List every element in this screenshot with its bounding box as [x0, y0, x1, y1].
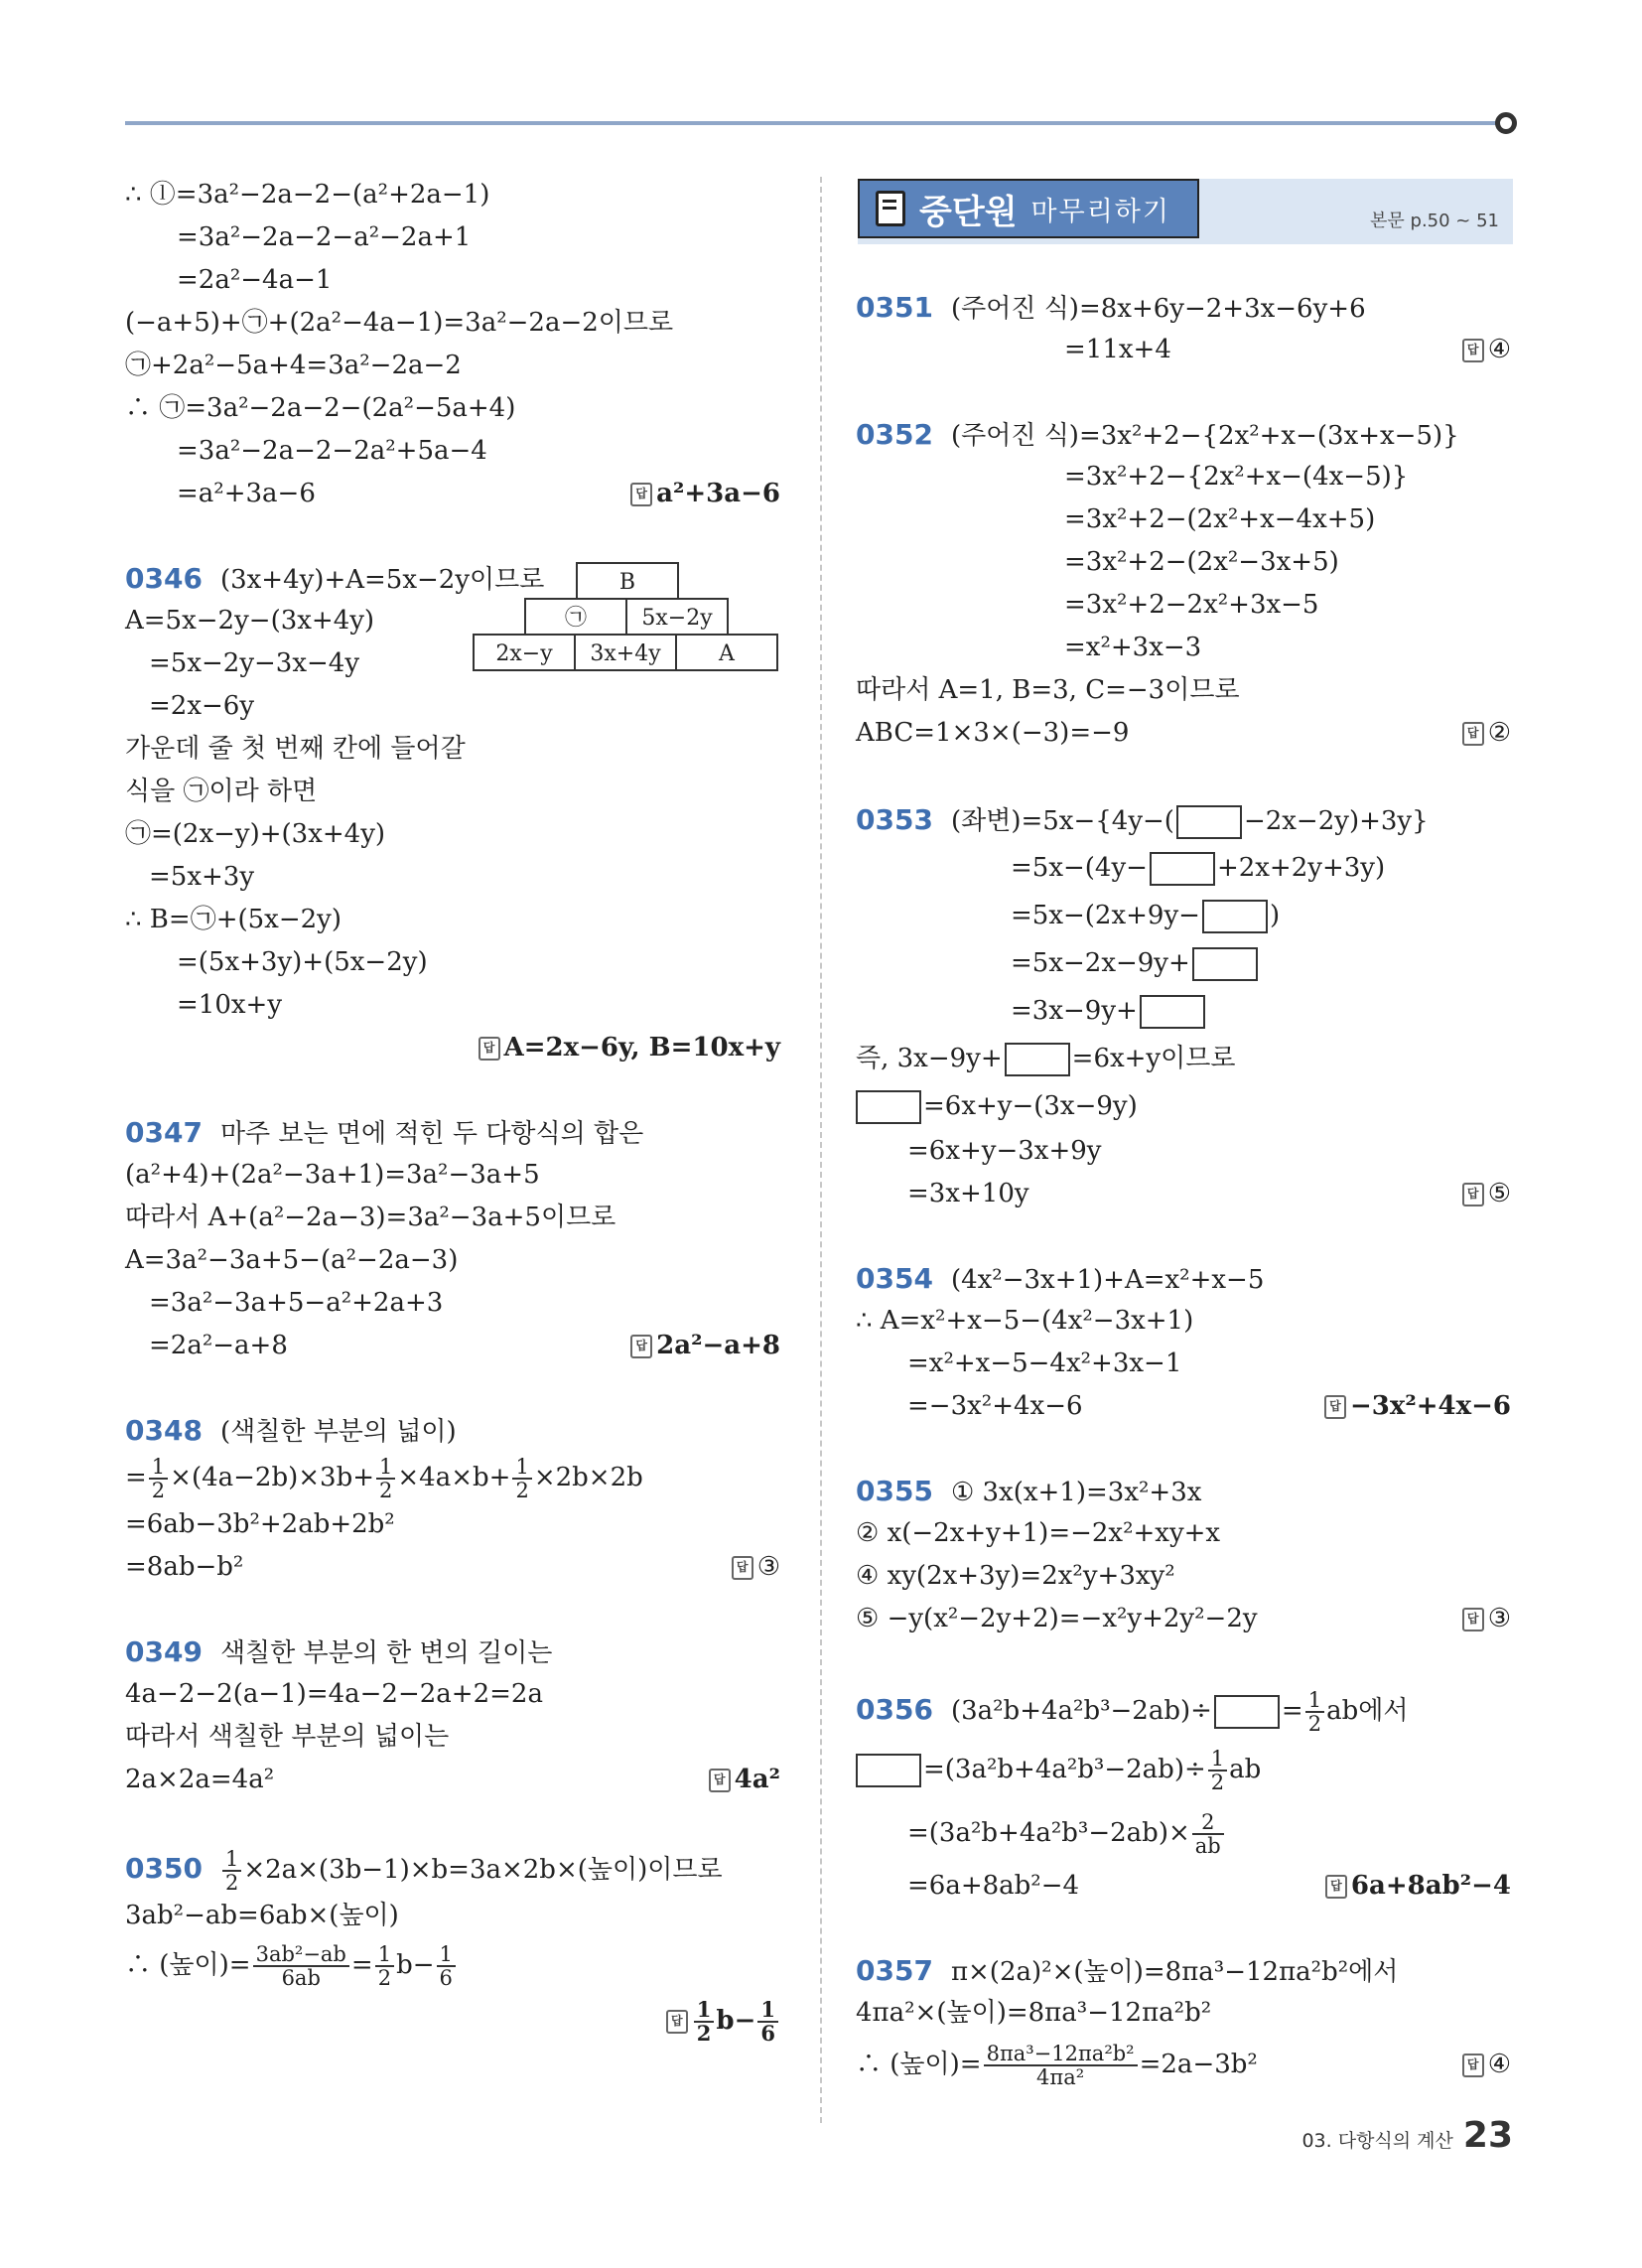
- expression: b−: [396, 1950, 435, 1980]
- problem-0347-line: A=3a²−3a+5−(a²−2a−3): [125, 1245, 459, 1275]
- fraction-numerator: 1: [437, 1943, 456, 1967]
- expression: ∴ (높이)=: [125, 1950, 251, 1980]
- fraction-numerator: 1: [222, 1848, 241, 1872]
- problem-0346-line: =(5x+3y)+(5x−2y): [177, 947, 428, 977]
- banner-title: 중단원: [919, 192, 1018, 232]
- problem-number: 0351: [856, 291, 933, 324]
- expression: ×4a×b+: [397, 1463, 511, 1492]
- expression: =6x+y−(3x−9y): [923, 1091, 1138, 1121]
- intro-line: ∴ ⓛ=3a²−2a−2−(a²+2a−1): [125, 180, 490, 210]
- answer-text: a²+3a−6: [656, 479, 780, 508]
- problem-0347-line: [125, 1325, 780, 1367]
- problem-0352-line: =3x²+2−{2x²+x−(4x−5)}: [1064, 462, 1409, 492]
- answer-mark-icon: 답: [1325, 1875, 1347, 1899]
- problem-0356-line: [856, 1801, 1511, 1865]
- answer: [1325, 1865, 1511, 1908]
- intro-line-text: =a²+3a−6: [177, 479, 316, 508]
- blank-box: [856, 1090, 921, 1124]
- problem-text: (색칠한 부분의 넓이): [219, 1417, 457, 1447]
- problem-text: ABC=1×3×(−3)=−9: [856, 718, 1130, 748]
- problem-0346-line: =5x+3y: [149, 862, 255, 892]
- fraction: [512, 1456, 531, 1501]
- fraction-denominator: 2: [377, 1966, 392, 1990]
- answer: [630, 473, 780, 515]
- problem-text: =−3x²+4x−6: [907, 1391, 1083, 1421]
- problem-0356-line: [856, 1682, 1511, 1738]
- fraction-numerator: 1: [757, 1999, 778, 2023]
- answer: [479, 1027, 780, 1069]
- problem-0349-line: 4a−2−2(a−1)=4a−2−2a+2=2a: [125, 1679, 543, 1709]
- problem-number: 0346: [125, 562, 203, 595]
- problem-0347-line: [125, 1111, 780, 1154]
- fraction: [1208, 1748, 1227, 1793]
- blank-box: [1150, 852, 1215, 886]
- fraction-numerator: 1: [512, 1456, 531, 1480]
- pyramid-diagram: [473, 562, 782, 691]
- fraction: [437, 1943, 456, 1989]
- problem-text: ⑤ −y(x²−2y+2)=−x²y+2y²−2y: [856, 1604, 1258, 1633]
- notebook-icon: [876, 191, 905, 226]
- blank-box: [1140, 995, 1205, 1029]
- blank-box: [856, 1754, 921, 1787]
- problem-0353-line: [856, 987, 1511, 1035]
- answer-text: A=2x−6y, B=10x+y: [503, 1033, 780, 1063]
- answer: [1462, 1598, 1511, 1640]
- pyramid-cell: ㉠: [524, 598, 627, 636]
- answer-text: ③: [756, 1552, 780, 1582]
- pyramid-cell: B: [576, 562, 679, 600]
- top-rule: [125, 121, 1505, 125]
- expression: ): [1269, 901, 1281, 930]
- answer-mark-icon: 답: [709, 1769, 731, 1792]
- left-column: [125, 174, 780, 2049]
- answer-mark-icon: 답: [1462, 1608, 1484, 1631]
- answer-text: −3x²+4x−6: [1349, 1391, 1511, 1421]
- problem-text: 색칠한 부분의 한 변의 길이는: [219, 1638, 553, 1668]
- problem-0346-line: 식을 ㉠이라 하면: [125, 777, 318, 806]
- intro-line: [125, 473, 780, 515]
- fraction-denominator: 4πa²: [1036, 2065, 1085, 2089]
- page-footer: [1301, 2115, 1513, 2156]
- problem-0353-line: [856, 892, 1511, 939]
- answer: [1462, 712, 1511, 755]
- intro-line: ∴ ㉠=3a²−2a−2−(2a²−5a+4): [125, 393, 516, 423]
- answer-text: 2a²−a+8: [656, 1331, 780, 1360]
- problem-0355-line: ② x(−2x+y+1)=−2x²+xy+x: [856, 1518, 1221, 1548]
- fraction-denominator: 6ab: [281, 1966, 321, 1990]
- fraction-denominator: 2: [224, 1871, 239, 1895]
- fraction-denominator: 2: [696, 2021, 712, 2046]
- problem-0346-line: ∴ B=㉠+(5x−2y): [125, 905, 342, 934]
- expression: =(3a²b+4a²b³−2ab)÷: [923, 1755, 1206, 1784]
- right-column: [856, 286, 1511, 2094]
- top-rule-dot: [1495, 112, 1517, 134]
- fraction-numerator: 1: [1305, 1689, 1324, 1713]
- problem-number: 0352: [856, 418, 933, 451]
- problem-0346-line: =5x−2y−3x−4y: [149, 648, 360, 678]
- answer-text: ⑤: [1487, 1179, 1511, 1208]
- answer: [1324, 1385, 1511, 1428]
- fraction-denominator: ab: [1194, 1834, 1221, 1858]
- expression: =5x−(2x+9y−: [1011, 901, 1200, 930]
- problem-0356-line: [856, 1738, 1511, 1801]
- equals: =: [125, 1463, 147, 1492]
- answer-mark-icon: 답: [630, 1335, 652, 1358]
- answer-mark-icon: 답: [1462, 339, 1484, 362]
- fraction-denominator: 2: [515, 1479, 529, 1502]
- fraction-numerator: 1: [375, 1943, 394, 1967]
- fraction-numerator: 3ab²−ab: [253, 1943, 349, 1967]
- problem-text: =6a+8ab²−4: [907, 1871, 1080, 1901]
- answer: [732, 1546, 780, 1589]
- page-number: 23: [1462, 2115, 1513, 2156]
- fraction: [253, 1943, 349, 1989]
- answer: [666, 1993, 780, 2049]
- problem-text: (좌변)=5x−{4y−(: [950, 806, 1174, 836]
- fraction-numerator: 1: [376, 1456, 395, 1480]
- answer-text: ④: [1487, 335, 1511, 364]
- problem-0348-line: [125, 1546, 780, 1589]
- problem-0353-line: [856, 1173, 1511, 1215]
- expression: =(3a²b+4a²b³−2ab)×: [907, 1818, 1190, 1848]
- answer-mark-icon: 답: [1462, 722, 1484, 746]
- expression: =3x−9y+: [1011, 996, 1138, 1026]
- problem-text: −2x−2y)+3y}: [1243, 806, 1429, 836]
- expression: +2x+2y+3y): [1216, 853, 1386, 883]
- problem-0350-line: [125, 1843, 780, 1895]
- intro-line: ㉠+2a²−5a+4=3a²−2a−2: [125, 351, 462, 380]
- problem-0351-line: [856, 329, 1511, 371]
- answer: [1462, 329, 1511, 371]
- answer: [630, 1325, 780, 1367]
- problem-0347-line: 따라서 A+(a²−2a−3)=3a²−3a+5이므로: [125, 1203, 616, 1232]
- fraction-denominator: 2: [1307, 1712, 1322, 1736]
- problem-0355-line: [856, 1598, 1511, 1640]
- problem-0357-line: 4πa²×(높이)=8πa³−12πa²b²: [856, 1998, 1212, 2028]
- intro-line: (−a+5)+㉠+(2a²−4a−1)=3a²−2a−2이므로: [125, 308, 674, 338]
- answer: [709, 1759, 780, 1801]
- expression: ×2b×2b: [533, 1463, 643, 1492]
- problem-text: (주어진 식)=3x²+2−{2x²+x−(3x+x−5)}: [950, 421, 1459, 451]
- problem-0354-line: [856, 1257, 1511, 1300]
- expression: =5x−2x−9y+: [1011, 948, 1190, 978]
- section-banner: [858, 179, 1513, 244]
- problem-0354-line: =x²+x−5−4x²+3x−1: [907, 1348, 1182, 1378]
- problem-number: 0350: [125, 1852, 203, 1885]
- expression: ab에서: [1326, 1696, 1409, 1726]
- problem-number: 0357: [856, 1954, 933, 1987]
- intro-line: =3a²−2a−2−2a²+5a−4: [177, 436, 487, 466]
- equals: =: [1281, 1696, 1303, 1726]
- problem-0346-answer-line: [125, 1027, 780, 1069]
- chapter-label: 03. 다항식의 계산: [1301, 2130, 1453, 2152]
- problem-0347-line: (a²+4)+(2a²−3a+1)=3a²−3a+5: [125, 1160, 540, 1190]
- blank-box: [1005, 1043, 1070, 1076]
- problem-0350-line: [125, 1937, 780, 1993]
- expression: (3a²b+4a²b³−2ab)÷: [950, 1696, 1212, 1726]
- problem-0346-line: =2x−6y: [149, 691, 255, 721]
- problem-0350-answer-line: [125, 1993, 780, 2049]
- problem-text: 마주 보는 면에 적힌 두 다항식의 합은: [219, 1119, 644, 1149]
- problem-0354-line: ∴ A=x²+x−5−(4x²−3x+1): [856, 1306, 1194, 1336]
- pyramid-cell: 3x+4y: [574, 634, 677, 671]
- problem-text: (4x²−3x+1)+A=x²+x−5: [950, 1265, 1265, 1295]
- fraction-numerator: 2: [1192, 1811, 1224, 1835]
- problem-text: =11x+4: [1064, 335, 1171, 364]
- expression: ×(4a−2b)×3b+: [170, 1463, 375, 1492]
- answer-text: 6a+8ab²−4: [1350, 1871, 1511, 1901]
- problem-0353-line: =6x+y−3x+9y: [907, 1136, 1102, 1166]
- fraction: [1305, 1689, 1324, 1735]
- expression: 즉, 3x−9y+: [856, 1044, 1003, 1073]
- fraction: [376, 1456, 395, 1501]
- answer-text: 4a²: [734, 1765, 780, 1794]
- problem-text: =8ab−b²: [125, 1552, 244, 1582]
- problem-0349-line: [125, 1759, 780, 1801]
- problem-0348-line: =6ab−3b²+2ab+2b²: [125, 1509, 395, 1539]
- problem-0349-line: 따라서 색칠한 부분의 넓이는: [125, 1722, 450, 1752]
- answer-mark-icon: 답: [630, 483, 652, 506]
- fraction: [694, 1999, 715, 2045]
- fraction: [984, 2043, 1138, 2088]
- problem-text: =2a²−a+8: [149, 1331, 288, 1360]
- problem-number: 0356: [856, 1693, 933, 1726]
- problem-0352-line: =3x²+2−(2x²+x−4x+5): [1064, 504, 1376, 534]
- problem-0353-line: [856, 1082, 1511, 1130]
- problem-0353-line: [856, 796, 1511, 844]
- answer-mark-icon: 답: [1462, 2054, 1484, 2077]
- expression: ∴ (높이)=: [856, 2050, 982, 2079]
- expression: ab: [1229, 1755, 1262, 1784]
- fraction-numerator: 1: [1208, 1748, 1227, 1772]
- problem-text: (주어진 식)=8x+6y−2+3x−6y+6: [950, 294, 1366, 324]
- answer-mark-icon: 답: [666, 2010, 688, 2034]
- problem-number: 0348: [125, 1414, 203, 1447]
- problem-0352-line: [856, 712, 1511, 755]
- equals: =: [350, 1950, 373, 1980]
- problem-number: 0347: [125, 1116, 203, 1149]
- answer-text: ②: [1487, 718, 1511, 748]
- problem-0355-line: ④ xy(2x+3y)=2x²y+3xy²: [856, 1561, 1175, 1591]
- fraction-denominator: 2: [379, 1479, 393, 1502]
- fraction: [375, 1943, 394, 1989]
- answer: [1462, 1173, 1511, 1215]
- blank-box: [1214, 1695, 1280, 1729]
- problem-0356-line: [856, 1865, 1511, 1908]
- problem-0352-line: =3x²+2−(2x²−3x+5): [1064, 547, 1339, 577]
- problem-text: ×2a×(3b−1)×b=3a×2b×(높이)이므로: [243, 1855, 723, 1885]
- fraction: [149, 1456, 168, 1501]
- problem-0352-line: [856, 413, 1511, 456]
- problem-number: 0353: [856, 803, 933, 836]
- expression: =6x+y이므로: [1071, 1044, 1236, 1073]
- intro-line: =2a²−4a−1: [177, 265, 333, 295]
- problem-0353-line: [856, 939, 1511, 987]
- blank-box: [1192, 947, 1258, 981]
- expression: =5x−(4y−: [1011, 853, 1148, 883]
- problem-0353-line: [856, 844, 1511, 892]
- problem-0348-line: [125, 1452, 780, 1503]
- answer-text: b−: [716, 2006, 756, 2036]
- answer-mark-icon: 답: [1462, 1183, 1484, 1206]
- problem-number: 0355: [856, 1475, 933, 1507]
- problem-0352-line: 따라서 A=1, B=3, C=−3이므로: [856, 675, 1240, 705]
- intro-line: =3a²−2a−2−a²−2a+1: [177, 222, 472, 252]
- fraction-numerator: 1: [149, 1456, 168, 1480]
- problem-0346-line: A=5x−2y−(3x+4y): [125, 606, 375, 636]
- answer-mark-icon: 답: [732, 1556, 753, 1580]
- fraction-denominator: 6: [439, 1966, 453, 1990]
- blank-box: [1202, 900, 1268, 933]
- problem-0354-line: [856, 1385, 1511, 1428]
- fraction: [1192, 1811, 1224, 1857]
- problem-text: 2a×2a=4a²: [125, 1765, 275, 1794]
- pyramid-cell: A: [675, 634, 778, 671]
- problem-0351-line: [856, 286, 1511, 329]
- problem-0357-line: [856, 2035, 1511, 2094]
- answer: [1462, 2035, 1511, 2094]
- problem-number: 0349: [125, 1635, 203, 1668]
- problem-0357-line: [856, 1949, 1511, 1992]
- problem-0352-line: =x²+3x−3: [1064, 633, 1202, 662]
- fraction-denominator: 2: [1210, 1771, 1225, 1794]
- problem-number: 0354: [856, 1262, 933, 1295]
- answer-mark-icon: 답: [479, 1037, 500, 1061]
- problem-0346-line: ㉠=(2x−y)+(3x+4y): [125, 819, 386, 849]
- answer-text: ③: [1487, 1604, 1511, 1633]
- answer-text: ④: [1487, 2050, 1511, 2079]
- problem-0346-line: =10x+y: [177, 990, 283, 1020]
- problem-0355-line: [856, 1470, 1511, 1512]
- column-divider: [820, 177, 822, 2123]
- answer-mark-icon: 답: [1324, 1395, 1346, 1419]
- problem-text: (3x+4y)+A=5x−2y이므로: [219, 565, 545, 595]
- pyramid-cell: 2x−y: [473, 634, 576, 671]
- problem-0353-line: [856, 1035, 1511, 1082]
- fraction: [757, 1999, 778, 2045]
- banner-page-ref: 본문 p.50 ~ 51: [1370, 211, 1499, 231]
- expression: =2a−3b²: [1139, 2050, 1258, 2079]
- banner-subtitle: 마무리하기: [1030, 196, 1170, 227]
- problem-0349-line: [125, 1630, 780, 1673]
- fraction-numerator: 8πa³−12πa²b²: [984, 2043, 1138, 2066]
- problem-text: π×(2a)²×(높이)=8πa³−12πa²b²에서: [950, 1957, 1399, 1987]
- problem-0346-line: 가운데 줄 첫 번째 칸에 들어갈: [125, 734, 466, 764]
- problem-0347-line: =3a²−3a+5−a²+2a+3: [149, 1288, 444, 1318]
- fraction-numerator: 1: [694, 1999, 715, 2023]
- problem-0352-line: =3x²+2−2x²+3x−5: [1064, 590, 1319, 620]
- fraction-denominator: 6: [760, 2021, 775, 2046]
- problem-0350-line: 3ab²−ab=6ab×(높이): [125, 1901, 399, 1930]
- fraction-denominator: 2: [151, 1479, 166, 1502]
- problem-0348-line: [125, 1409, 780, 1452]
- blank-box: [1176, 805, 1242, 839]
- banner-title-box: [858, 179, 1199, 238]
- pyramid-cell: 5x−2y: [625, 598, 729, 636]
- fraction: [222, 1848, 241, 1894]
- problem-text: ① 3x(x+1)=3x²+3x: [950, 1478, 1202, 1507]
- problem-text: =3x+10y: [907, 1179, 1029, 1208]
